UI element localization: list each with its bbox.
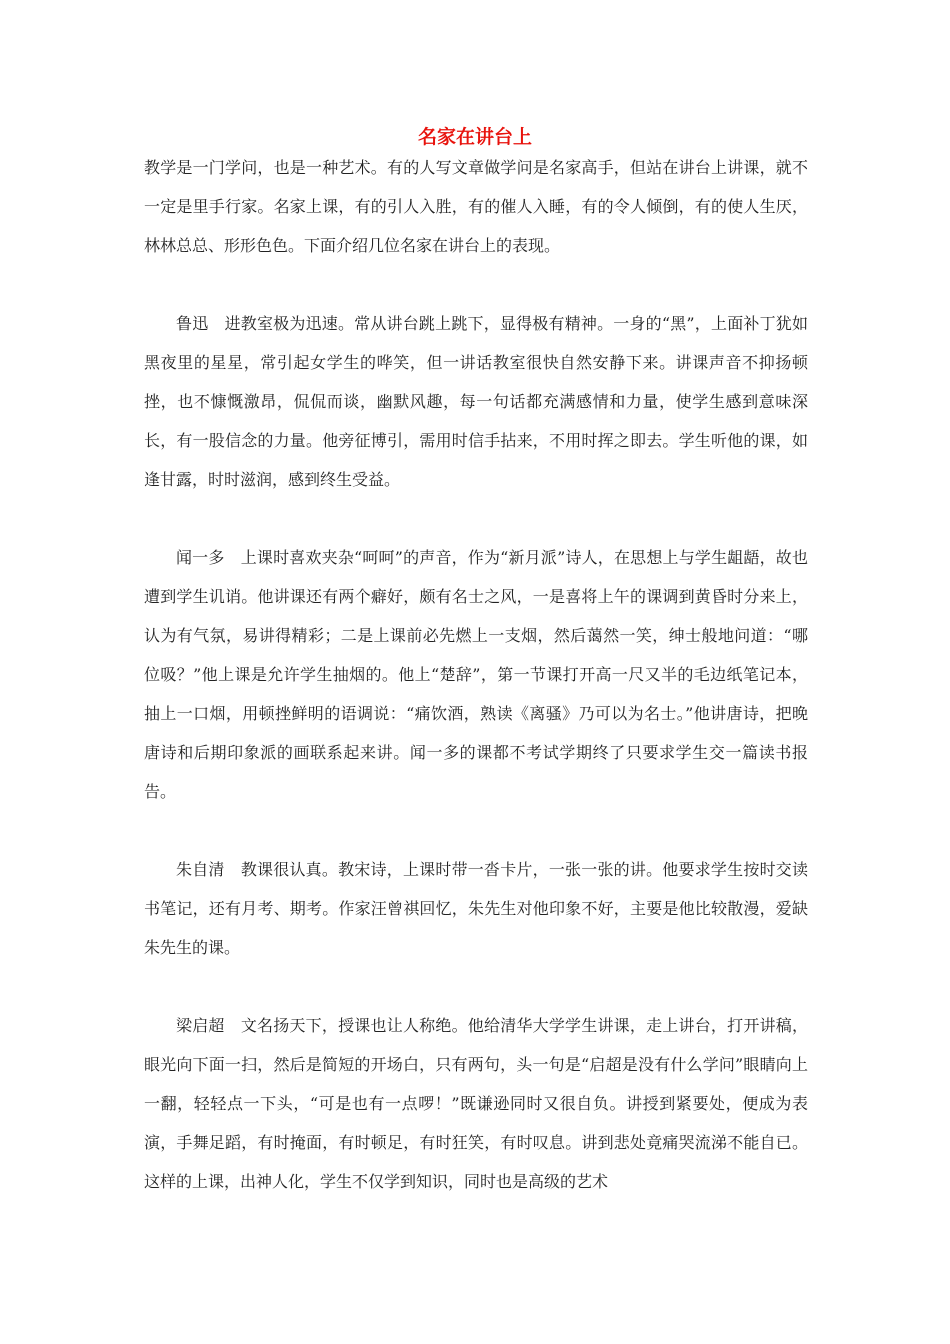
paragraph-lu-xun: 鲁迅 进教室极为迅速。常从讲台跳上跳下，显得极有精神。一身的“黑”，上面补丁犹如黑夜里的星星，常引起女学生的哗笑，但一讲话教室很快自然安静下来。讲课声音不抑扬顿挫，也不慷慨激昂，侃侃而谈，幽默风趣，每一句话都充满感情和力量，使学生感到意味深长，有一股信念的力量。他旁征博引，需用时信手拈来，不用时挥之即去。学生听他的课，如逢甘露，时时滋润，感到终生受益。: [144, 314, 808, 489]
paragraph-wen-yiduo: 闻一多 上课时喜欢夹杂“呵呵”的声音，作为“新月派”诗人，在思想上与学生龃龉，故也遭到学生讥诮。他讲课还有两个癖好，颇有名士之风，一是喜将上午的课调到黄昏时分来上，认为有气氛，易讲得精彩；二是上课前必先燃上一支烟，然后蔼然一笑，绅士般地问道：“哪位吸？”他上课是允许学生抽烟的。他上“楚辞”，第一节课打开高一尺又半的毛边纸笔记本，抽上一口烟，用顿挫鲜明的语调说：“痛饮酒，熟读《离骚》乃可以为名士。”他讲唐诗，把晚唐诗和后期印象派的画联系起来讲。闻一多的课都不考试学期终了只要求学生交一篇读书报告。: [144, 548, 808, 801]
paragraph-gap: [144, 499, 808, 538]
paragraph-zhu-ziqing: 朱自清 教课很认真。教宋诗，上课时带一沓卡片，一张一张的讲。他要求学生按时交读书笔记，还有月考、期考。作家汪曾祺回忆，朱先生对他印象不好，主要是他比较散漫，爱缺朱先生的课。: [144, 860, 808, 957]
document-title: 名家在讲台上: [417, 126, 532, 148]
paragraph-liang-qichao: 梁启超 文名扬天下，授课也让人称绝。他给清华大学学生讲课，走上讲台，打开讲稿，眼光向下面一扫，然后是简短的开场白，只有两句，头一句是“启超是没有什么学问”眼睛向上一翻，轻轻点一下头，“可是也有一点啰！”既谦逊同时又很自负。讲授到紧要处，便成为表演，手舞足蹈，有时掩面，有时顿足，有时狂笑，有时叹息。讲到悲处竟痛哭流涕不能自已。这样的上课，出神人化，学生不仅学到知识，同时也是高级的艺术: [144, 1016, 808, 1191]
paragraph-gap: [144, 265, 808, 304]
document-body: [144, 148, 808, 1201]
paragraph-gap: [144, 811, 808, 850]
paragraph-gap: [144, 967, 808, 1006]
paragraph-intro: 教学是一门学问，也是一种艺术。有的人写文章做学问是名家高手，但站在讲台上讲课，就不一定是里手行家。名家上课，有的引人入胜，有的催人入睡，有的令人倾倒，有的使人生厌，林林总总、形形色色。下面介绍几位名家在讲台上的表现。: [144, 158, 808, 255]
